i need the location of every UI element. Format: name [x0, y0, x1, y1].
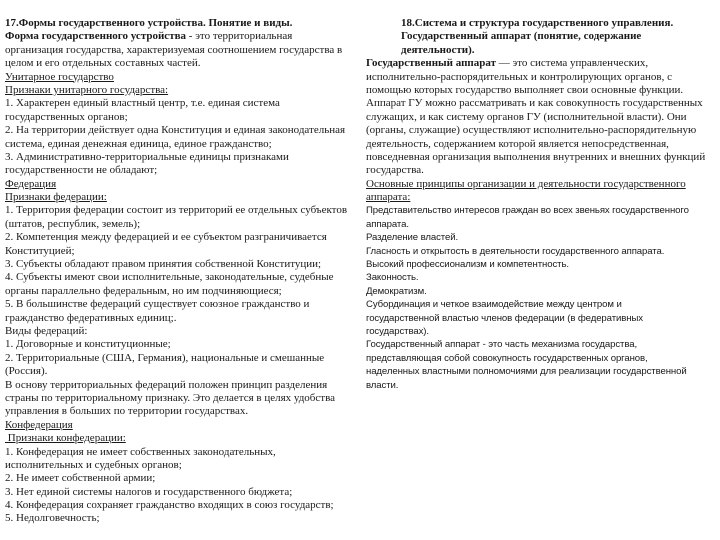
text-line: целом и его отдельных составных частей. — [5, 57, 201, 70]
text-line: Представительство интересов граждан во всех звеньях государственного — [366, 205, 689, 217]
principles-heading: аппарата: — [366, 191, 411, 204]
text-line: Виды федераций: — [5, 324, 88, 337]
text-line: органы параллельно федеральным, но им подчиняющиеся; — [5, 284, 282, 297]
text-line: управления в больших по территории государствах. — [5, 405, 249, 418]
text-line: деятельность, содержанием которой является непосредственная, — [366, 137, 669, 150]
section-17-title: 17.Формы государственного устройства. Понятие и виды. — [5, 17, 293, 29]
text-line: 2. Компетенция между федерацией и ее субъектом разграничивается — [5, 231, 327, 244]
right-column — [366, 17, 718, 392]
text-line: 2. Территориальные (США, Германия), национальные и смешанные — [5, 351, 325, 364]
text-line: 3. Субъекты обладают правом принятия собственной Конституции; — [5, 258, 322, 271]
text-line: государства. — [366, 164, 424, 177]
text-line: система, единая денежная единица, единое гражданство; — [5, 137, 272, 150]
text-line: 5. Недолговечность; — [5, 512, 100, 525]
text-line: 1. Договорные и конституционные; — [5, 338, 171, 351]
left-column — [5, 17, 357, 526]
text-line: 3. Административно-территориальные единицы признаками — [5, 150, 289, 163]
text-line: 2. Не имеет собственной армии; — [5, 472, 156, 485]
text-line: Демократизм. — [366, 285, 427, 297]
definition-line — [5, 30, 357, 43]
text-line: представляющая собой совокупность государственных органов, — [366, 352, 648, 364]
text-line: 1. Территория федерации состоит из территорий ее отдельных субъектов — [5, 204, 348, 217]
text-line: исполнительных и судебных органов; — [5, 458, 182, 471]
text-line: Законность. — [366, 272, 419, 284]
text-line: организация государства, характеризуемая соотношением государства в — [5, 43, 343, 56]
text-line: 4. Конфедерация сохраняет гражданство входящих в союз государств; — [5, 499, 334, 512]
text-line: 1. Характерен единый властный центр, т.е. единая система — [5, 97, 280, 110]
text-line: В основу территориальных федераций положен принцип разделения — [5, 378, 328, 391]
text-line: наделенных властными полномочиями для реализации государственной — [366, 366, 687, 378]
section-18-title: 18.Система и структура государственного управления. — [401, 17, 674, 29]
text-line: 5. В большинстве федераций существует союзное гражданство и — [5, 298, 310, 311]
text-line: Высокий профессионализм и компетентность. — [366, 259, 569, 271]
section-18-title: деятельности). — [401, 43, 475, 56]
federation-heading: Федерация — [5, 177, 57, 190]
definition-term: Форма государственного устройства — [5, 30, 187, 43]
text-line: страны по территориальному признаку. Это делается в целях удобства — [5, 391, 336, 404]
principles-heading: Основные принципы организации и деятельности государственного — [366, 177, 686, 190]
text-line: государственных органов; — [5, 110, 128, 123]
text-line: Субординация и четкое взаимодействие между центром и — [366, 299, 622, 311]
text-line: государственности не обладают; — [5, 164, 158, 177]
text-line: аппарата. — [366, 218, 409, 230]
text-line: Разделение властей. — [366, 232, 459, 244]
confederation-heading: Конфедерация — [5, 418, 73, 431]
text-line: 2. На территории действует одна Конституция и единая законодательная — [5, 124, 346, 137]
unitary-heading: Унитарное государство — [5, 70, 114, 83]
text-line: 1. Конфедерация не имеет собственных законодательных, — [5, 445, 276, 458]
text-line: Государственный аппарат - это часть механизма государства, — [366, 339, 638, 351]
federation-signs-heading: Признаки федерации: — [5, 191, 107, 204]
text-line: государственной властью членов федерации (в федеративных — [366, 312, 643, 324]
text-line: (органы, служащие) осуществляют исполнительно-распорядительную — [366, 124, 697, 137]
text-line: Аппарат ГУ можно рассматривать и как совокупность государственных — [366, 97, 703, 110]
text-line: Гласность и открытость в деятельности государственного аппарата. — [366, 245, 665, 257]
text-line: власти. — [366, 379, 399, 391]
definition-text: - это территориальная — [186, 30, 293, 43]
text-line: (Россия). — [5, 365, 48, 378]
confederation-signs-heading: Признаки конфедерации: — [5, 432, 126, 445]
text-line: исполнительно-распорядительных и контролирующих органов, с — [366, 70, 672, 83]
text-line: Конституцией; — [5, 244, 75, 257]
text-line: гражданство федеративных единиц;. — [5, 311, 177, 324]
text-line: 3. Нет единой системы налогов и государственного бюджета; — [5, 485, 293, 498]
text-line: служащих, и как систему органов ГУ (исполнительной власти). Они — [366, 110, 687, 123]
definition-text: — это система управленческих, — [496, 57, 649, 70]
section-18-title: Государственный аппарат (понятие, содержание — [401, 30, 642, 43]
text-line: 4. Субъекты имеют свои исполнительные, законодательные, судебные — [5, 271, 334, 284]
definition-term: Государственный аппарат — [366, 57, 496, 70]
unitary-signs-heading: Признаки унитарного государства: — [5, 83, 169, 96]
text-line: (штатов, республик, земель); — [5, 217, 141, 230]
definition-line — [366, 57, 718, 70]
text-line: помощью которых государство выполняет свои основные функции. — [366, 83, 684, 96]
text-line: государствах). — [366, 325, 429, 337]
text-line: повседневная организация выполнения внутренних и внешних функций — [366, 150, 706, 163]
